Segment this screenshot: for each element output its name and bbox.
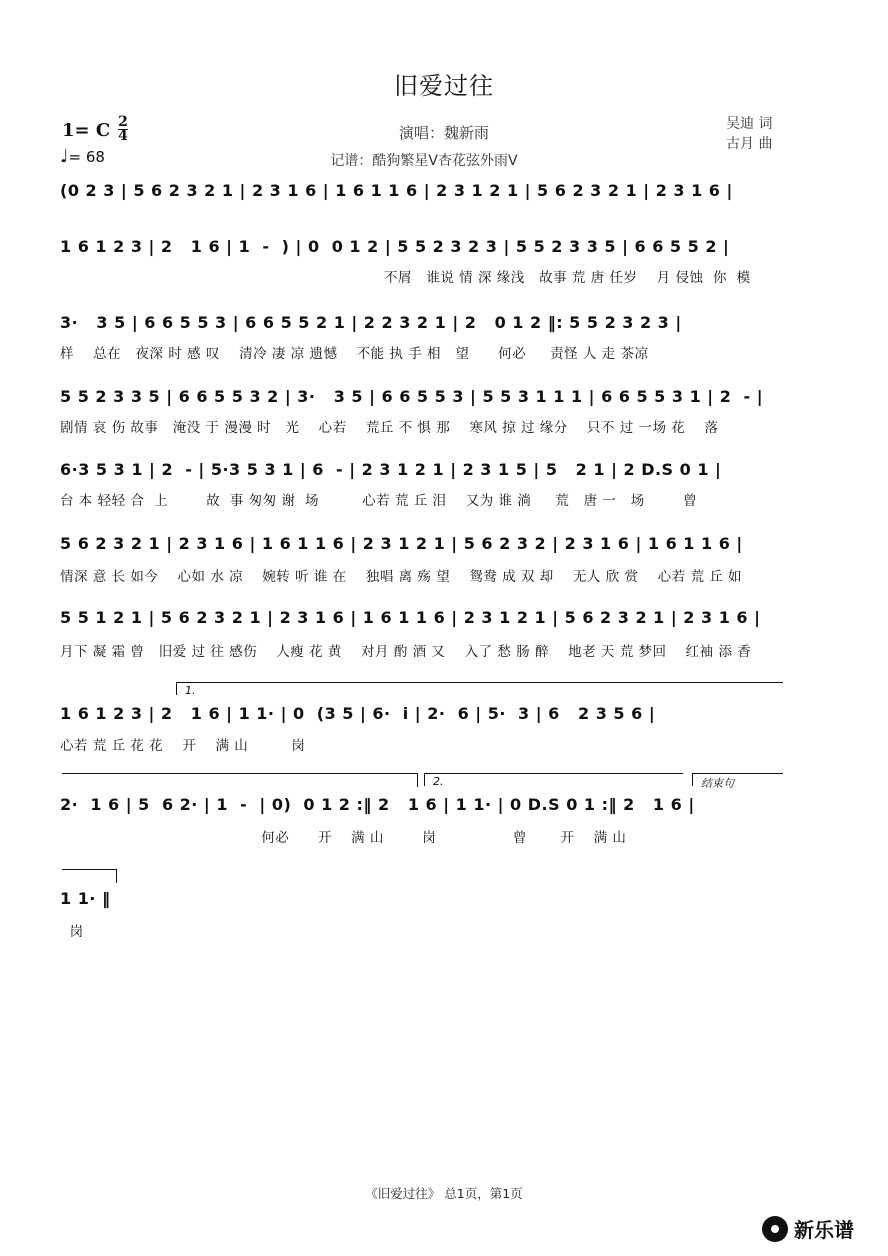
- notation-row-9: [60, 794, 786, 824]
- lyrics-row-2: 不屑 谁说 情 深 缘浅 故事 荒 唐 任岁 月 侵蚀 你 模: [384, 270, 751, 286]
- notation-row-10: [60, 888, 160, 918]
- notation-row-8: [60, 703, 786, 733]
- notation-row-8-notes: 1 6 1 2 3 | 2 1 6 | 1 1· | 0 (3 5 | 6· i | 2· 6 | 5· 3 | 6 2 3 5 6 |: [60, 704, 656, 723]
- notation-row-1: [60, 180, 786, 210]
- first-ending-bracket: [176, 682, 783, 695]
- notation-row-3-notes: 3· 3 5 | 6 6 5 5 3 | 6 6 5 5 2 1 | 2 2 3 2 1 | 2 0 1 2 ‖: 5 5 2 3 2 3 |: [60, 313, 682, 332]
- lyrics-row-6: 情深 意 长 如今 心如 水 凉 婉转 听 谁 在 独唱 离 殇 望 鸳鸯 成 双 却 无人 欣 赏 心若 荒 丘 如: [60, 569, 743, 585]
- coda-ending-bracket: [692, 773, 783, 790]
- singer-credit: 演唱：魏新雨: [398, 124, 489, 142]
- notation-row-1-notes: (0 2 3 | 5 6 2 3 2 1 | 2 3 1 6 | 1 6 1 1 6 | 2 3 1 2 1 | 5 6 2 3 2 1 | 2 3 1 6 |: [60, 181, 733, 200]
- lyrics-row-10: 岗: [60, 924, 84, 940]
- vinyl-record-icon: [762, 1216, 788, 1242]
- notation-row-5: [60, 459, 786, 489]
- lyrics-row-7: 月下 凝 霜 曾 旧爱 过 往 感伤 人瘦 花 黄 对月 酌 酒 又 入了 愁 肠 醉 地老 天 荒 梦回 红袖 添 香: [60, 644, 752, 660]
- time-signature-top: 2: [118, 114, 128, 130]
- notation-row-10-notes: 1 1· ‖: [60, 889, 111, 908]
- notation-row-9-notes: 2· 1 6 | 5 6 2· | 1 - | 0) 0 1 2 :‖ 2 1 6 | 1 1· | 0 D.S 0 1 :‖ 2 1 6 |: [60, 795, 695, 814]
- notation-row-6-notes: 5 6 2 3 2 1 | 2 3 1 6 | 1 6 1 1 6 | 2 3 1 2 1 | 5 6 2 3 2 | 2 3 1 6 | 1 6 1 1 6 |: [60, 534, 743, 553]
- notation-row-7: [60, 607, 786, 637]
- first-ending-label: 1.: [185, 684, 196, 697]
- notation-row-7-notes: 5 5 1 2 1 | 5 6 2 3 2 1 | 2 3 1 6 | 1 6 1 1 6 | 2 3 1 2 1 | 5 6 2 3 2 1 | 2 3 1 6 |: [60, 608, 761, 627]
- first-ending-end-mark: [417, 773, 418, 787]
- coda-ending-end-mark: [116, 869, 117, 883]
- site-logo-text: 新乐谱: [794, 1218, 854, 1242]
- lyrics-row-8: 心若 荒 丘 花 花 开 满 山 岗: [60, 738, 306, 754]
- tempo-value: = 68: [68, 148, 105, 166]
- lyrics-row-4: 剧情 哀 伤 故事 淹没 于 漫漫 时 光 心若 荒丘 不 惧 那 寒风 掠 过 缘分 只不 过 一场 花 落: [60, 420, 719, 436]
- lyricist-credit: 吴迪 词: [726, 116, 773, 132]
- transcriber-credit: 记谱：酷狗繁星V杏花弦外雨V: [330, 153, 518, 169]
- coda-ending-label: 结束句: [701, 777, 734, 790]
- site-logo: [762, 1214, 854, 1243]
- coda-ending-continuation: [62, 869, 116, 870]
- notation-row-6: [60, 533, 786, 563]
- notation-row-2: [60, 236, 786, 266]
- page-footer: 《旧爱过往》 总1页，第1页: [365, 1186, 523, 1201]
- quarter-note-icon: ♩: [60, 146, 69, 167]
- key-signature: 1= C: [62, 120, 111, 141]
- second-ending-bracket: [424, 773, 683, 786]
- composer-credit: 古月 曲: [726, 136, 773, 152]
- lyrics-row-9: 何必 开 满 山 岗 曾 开 满 山: [60, 830, 627, 846]
- notation-row-5-notes: 6·3 5 3 1 | 2 - | 5·3 5 3 1 | 6 - | 2 3 1 2 1 | 2 3 1 5 | 5 2 1 | 2 D.S 0 1 |: [60, 460, 722, 479]
- notation-row-3: [60, 312, 786, 342]
- lyrics-row-5: 台 本 轻轻 合 上 故 事 匆匆 谢 场 心若 荒 丘 泪 又为 谁 淌 荒 唐 一 场 曾: [60, 493, 698, 509]
- first-ending-continuation: [62, 773, 418, 774]
- lyrics-row-3: 样 总在 夜深 时 感 叹 清冷 凄 凉 遗憾 不能 执 手 相 望 何必 责怪 人 走 茶凉: [60, 346, 649, 362]
- second-ending-label: 2.: [433, 775, 444, 788]
- notation-row-4: [60, 386, 786, 416]
- notation-row-4-notes: 5 5 2 3 3 5 | 6 6 5 5 3 2 | 3· 3 5 | 6 6 5 5 3 | 5 5 3 1 1 1 | 6 6 5 5 3 1 | 2 - |: [60, 387, 764, 406]
- notation-row-2-notes: 1 6 1 2 3 | 2 1 6 | 1 - ) | 0 0 1 2 | 5 5 2 3 2 3 | 5 5 2 3 3 5 | 6 6 5 5 2 |: [60, 237, 730, 256]
- song-title: 旧爱过往: [394, 72, 494, 100]
- time-signature-bottom: 4: [118, 128, 128, 144]
